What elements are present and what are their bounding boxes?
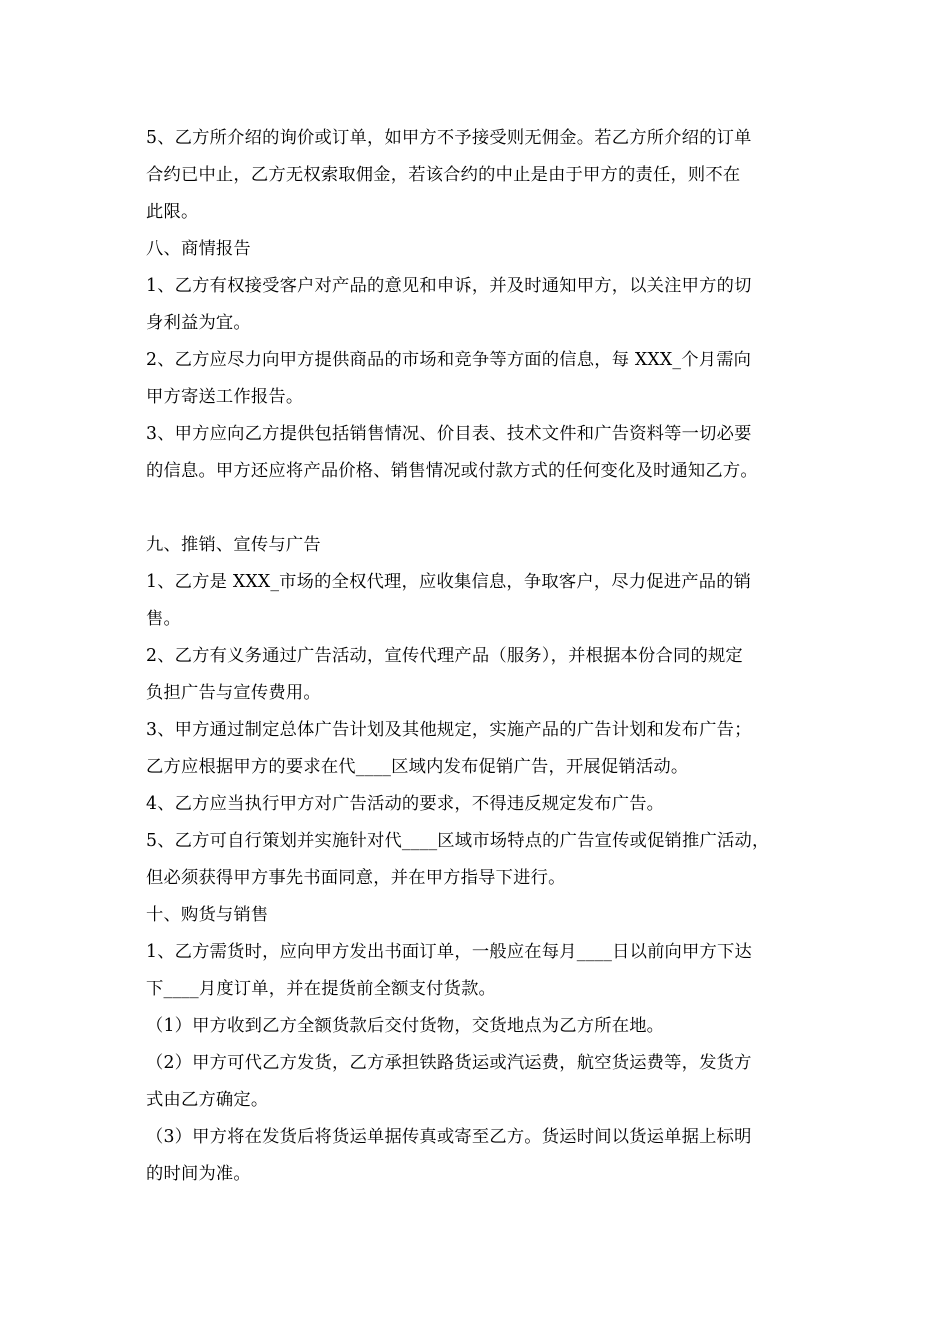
text-line: 1、乙方是 XXX_市场的全权代理，应收集信息，争取客户，尽力促进产品的销 xyxy=(146,572,752,592)
text-line: （3）甲方将在发货后将货运单据传真或寄至乙方。货运时间以货运单据上标明 xyxy=(146,1127,752,1147)
text-line: （1）甲方收到乙方全额货款后交付货物，交货地点为乙方所在地。 xyxy=(146,1016,665,1036)
text-line: 4、乙方应当执行甲方对广告活动的要求，不得违反规定发布广告。 xyxy=(146,794,665,814)
text-line: 5、乙方所介绍的询价或订单，如甲方不予接受则无佣金。若乙方所介绍的订单 xyxy=(146,128,752,148)
text-line: 负担广告与宣传费用。 xyxy=(146,683,321,703)
text-line: 2、乙方应尽力向甲方提供商品的市场和竞争等方面的信息，每 XXX_个月需向 xyxy=(146,350,752,370)
text-line: 售。 xyxy=(146,609,181,629)
section-heading: 八、商情报告 xyxy=(146,239,251,259)
text-line: 3、甲方应向乙方提供包括销售情况、价目表、技术文件和广告资料等一切必要 xyxy=(146,424,752,444)
text-line: 此限。 xyxy=(146,202,199,222)
text-line: 合约已中止，乙方无权索取佣金，若该合约的中止是由于甲方的责任，则不在 xyxy=(146,165,741,185)
text-line: 5、乙方可自行策划并实施针对代____区域市场特点的广告宣传或促销推广活动， xyxy=(146,831,770,851)
text-line: 的时间为准。 xyxy=(146,1164,251,1184)
text-line: 3、甲方通过制定总体广告计划及其他规定，实施产品的广告计划和发布广告； xyxy=(146,720,752,740)
text-line: 2、乙方有义务通过广告活动，宣传代理产品（服务），并根据本份合同的规定 xyxy=(146,646,743,666)
text-line: 身利益为宜。 xyxy=(146,313,251,333)
text-line: （2）甲方可代乙方发货，乙方承担铁路货运或汽运费，航空货运费等，发货方 xyxy=(146,1053,752,1073)
paragraph-gap xyxy=(146,490,826,527)
section-heading: 九、推销、宣传与广告 xyxy=(146,535,321,555)
text-line: 乙方应根据甲方的要求在代____区域内发布促销广告，开展促销活动。 xyxy=(146,757,689,777)
text-line: 但必须获得甲方事先书面同意，并在甲方指导下进行。 xyxy=(146,868,566,888)
text-line: 下____月度订单，并在提货前全额支付货款。 xyxy=(146,979,497,999)
text-line: 的信息。甲方还应将产品价格、销售情况或付款方式的任何变化及时通知乙方。 xyxy=(146,461,758,481)
document-body xyxy=(146,120,826,1193)
text-line: 式由乙方确定。 xyxy=(146,1090,269,1110)
text-line: 甲方寄送工作报告。 xyxy=(146,387,304,407)
section-heading: 十、购货与销售 xyxy=(146,905,269,925)
text-line: 1、乙方需货时，应向甲方发出书面订单，一般应在每月____日以前向甲方下达 xyxy=(146,942,752,962)
text-line: 1、乙方有权接受客户对产品的意见和申诉，并及时通知甲方，以关注甲方的切 xyxy=(146,276,752,296)
